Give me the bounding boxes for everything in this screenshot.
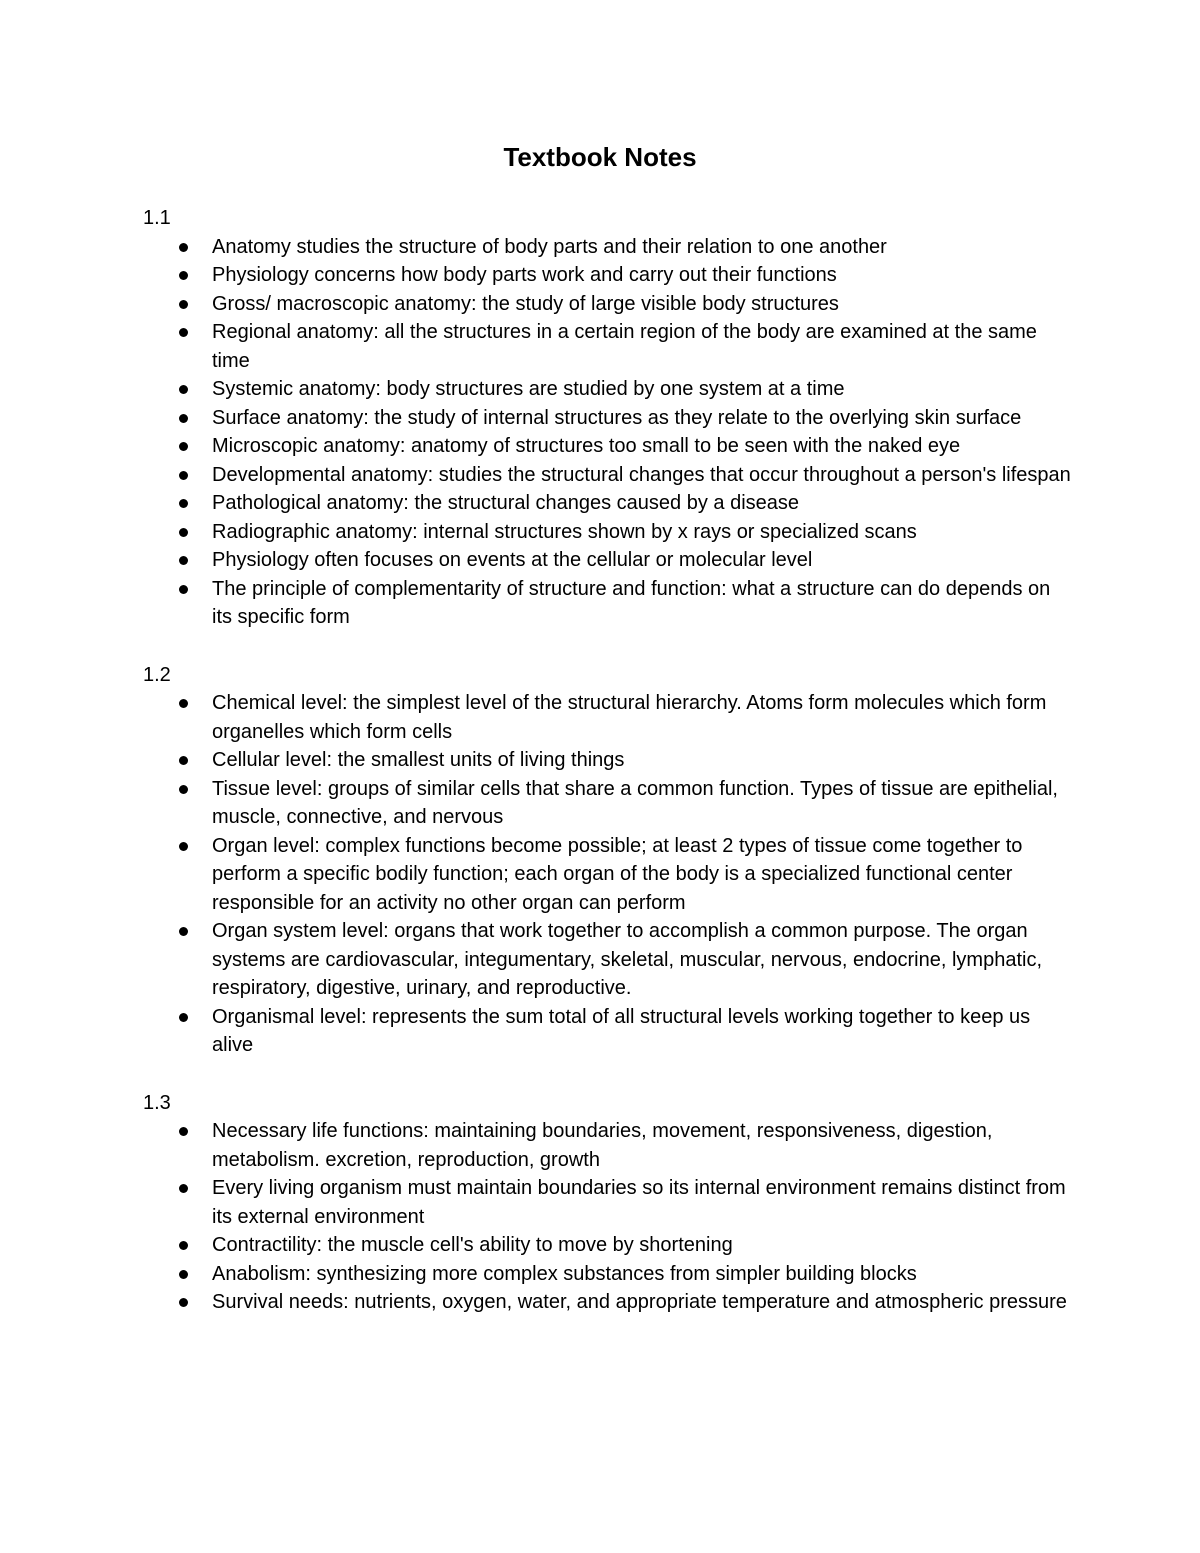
bullet-icon bbox=[179, 785, 188, 794]
bullet-icon bbox=[179, 471, 188, 480]
list-item bbox=[212, 832, 1073, 918]
list-item-text: Anatomy studies the structure of body parts and their relation to one another bbox=[212, 235, 887, 258]
bullet-icon bbox=[179, 1270, 188, 1279]
list-item bbox=[212, 518, 1073, 547]
list-item bbox=[212, 318, 1073, 375]
list-item bbox=[212, 1231, 1073, 1260]
bullet-icon bbox=[179, 385, 188, 394]
bullet-icon bbox=[179, 842, 188, 851]
list-item-text: Survival needs: nutrients, oxygen, water, and appropriate temperature and atmospheric pressure bbox=[212, 1291, 1067, 1313]
list-item bbox=[212, 1260, 1073, 1289]
list-item-text: Every living organism must maintain boundaries so its internal environment remains distinct from its external environment bbox=[212, 1177, 1066, 1228]
list-item bbox=[212, 261, 1073, 290]
bullet-icon bbox=[179, 328, 188, 337]
list-item bbox=[212, 917, 1073, 1003]
list-item bbox=[212, 489, 1073, 518]
bullet-icon bbox=[179, 499, 188, 508]
list-item bbox=[212, 546, 1073, 575]
list-item-text: The principle of complementarity of structure and function: what a structure can do depends on its specific form bbox=[212, 577, 1051, 628]
bullet-icon bbox=[179, 1241, 188, 1250]
bullet-icon bbox=[179, 1184, 188, 1193]
list-item bbox=[212, 461, 1073, 490]
list-item-text: Organismal level: represents the sum total of all structural levels working together to keep us alive bbox=[212, 1005, 1031, 1056]
list-item bbox=[212, 689, 1073, 746]
page-title: Textbook Notes bbox=[503, 142, 697, 172]
section-heading: 1.1 bbox=[143, 207, 171, 229]
section-1-2 bbox=[143, 661, 1073, 1060]
bullet-icon bbox=[179, 556, 188, 565]
list-item-text: Physiology often focuses on events at the cellular or molecular level bbox=[212, 549, 813, 571]
notes-content bbox=[143, 204, 1073, 1346]
list-item-text: Developmental anatomy: studies the structural changes that occur throughout a person's lifespan bbox=[212, 463, 1071, 486]
list-item-text: Gross/ macroscopic anatomy: the study of large visible body structures bbox=[212, 292, 839, 315]
list-item-text: Anabolism: synthesizing more complex substances from simpler building blocks bbox=[212, 1262, 917, 1285]
bullet-icon bbox=[179, 927, 188, 936]
bullet-icon bbox=[179, 1298, 188, 1307]
list-item-text: Tissue level: groups of similar cells that share a common function. Types of tissue are epithelial, muscle, connective, and nervous bbox=[212, 777, 1058, 828]
list-item bbox=[212, 432, 1073, 461]
list-item bbox=[212, 375, 1073, 404]
bullet-list bbox=[143, 689, 1073, 1060]
list-item-text: Organ system level: organs that work together to accomplish a common purpose. The organ systems are cardiovascular, integumentary, skeletal, muscular, nervous, endocrine, lymphatic, respiratory, digestive, urinary, and reproductive. bbox=[212, 920, 1042, 999]
list-item bbox=[212, 1288, 1073, 1317]
bullet-icon bbox=[179, 699, 188, 708]
list-item-text: Pathological anatomy: the structural changes caused by a disease bbox=[212, 492, 800, 514]
list-item-text: Regional anatomy: all the structures in a certain region of the body are examined at the same time bbox=[212, 321, 1037, 372]
section-1-1 bbox=[143, 204, 1073, 632]
list-item-text: Physiology concerns how body parts work and carry out their functions bbox=[212, 264, 837, 286]
bullet-icon bbox=[179, 414, 188, 423]
list-item-text: Organ level: complex functions become possible; at least 2 types of tissue come together to perform a specific bodily function; each organ of the body is a specialized functional center responsible for an activity no other organ can perform bbox=[212, 834, 1023, 914]
bullet-icon bbox=[179, 271, 188, 280]
list-item bbox=[212, 233, 1073, 262]
list-item-text: Systemic anatomy: body structures are studied by one system at a time bbox=[212, 378, 845, 400]
bullet-icon bbox=[179, 300, 188, 309]
bullet-icon bbox=[179, 442, 188, 451]
list-item-text: Cellular level: the smallest units of living things bbox=[212, 749, 625, 771]
list-item-text: Microscopic anatomy: anatomy of structures too small to be seen with the naked eye bbox=[212, 435, 961, 457]
list-item-text: Contractility: the muscle cell's ability to move by shortening bbox=[212, 1234, 733, 1256]
section-heading: 1.3 bbox=[143, 1091, 171, 1114]
list-item bbox=[212, 404, 1073, 433]
list-item bbox=[212, 746, 1073, 775]
list-item-text: Radiographic anatomy: internal structures shown by x rays or specialized scans bbox=[212, 520, 917, 543]
list-item bbox=[212, 1174, 1073, 1231]
bullet-icon bbox=[179, 1127, 188, 1136]
bullet-icon bbox=[179, 528, 188, 537]
section-heading: 1.2 bbox=[143, 663, 171, 686]
section-1-3 bbox=[143, 1089, 1073, 1317]
list-item-text: Surface anatomy: the study of internal structures as they relate to the overlying skin surface bbox=[212, 406, 1022, 429]
list-item-text: Necessary life functions: maintaining boundaries, movement, responsiveness, digestion, metabolism. excretion, reproduction, growth bbox=[212, 1120, 993, 1171]
bullet-icon bbox=[179, 1013, 188, 1022]
bullet-list bbox=[143, 233, 1073, 632]
list-item-text: Chemical level: the simplest level of the structural hierarchy. Atoms form molecules which form organelles which form cells bbox=[212, 692, 1047, 743]
list-item bbox=[212, 575, 1073, 632]
bullet-icon bbox=[179, 756, 188, 765]
bullet-icon bbox=[179, 585, 188, 594]
list-item bbox=[212, 1117, 1073, 1174]
list-item bbox=[212, 775, 1073, 832]
bullet-list bbox=[143, 1117, 1073, 1317]
list-item bbox=[212, 1003, 1073, 1060]
bullet-icon bbox=[179, 243, 188, 252]
list-item bbox=[212, 290, 1073, 319]
